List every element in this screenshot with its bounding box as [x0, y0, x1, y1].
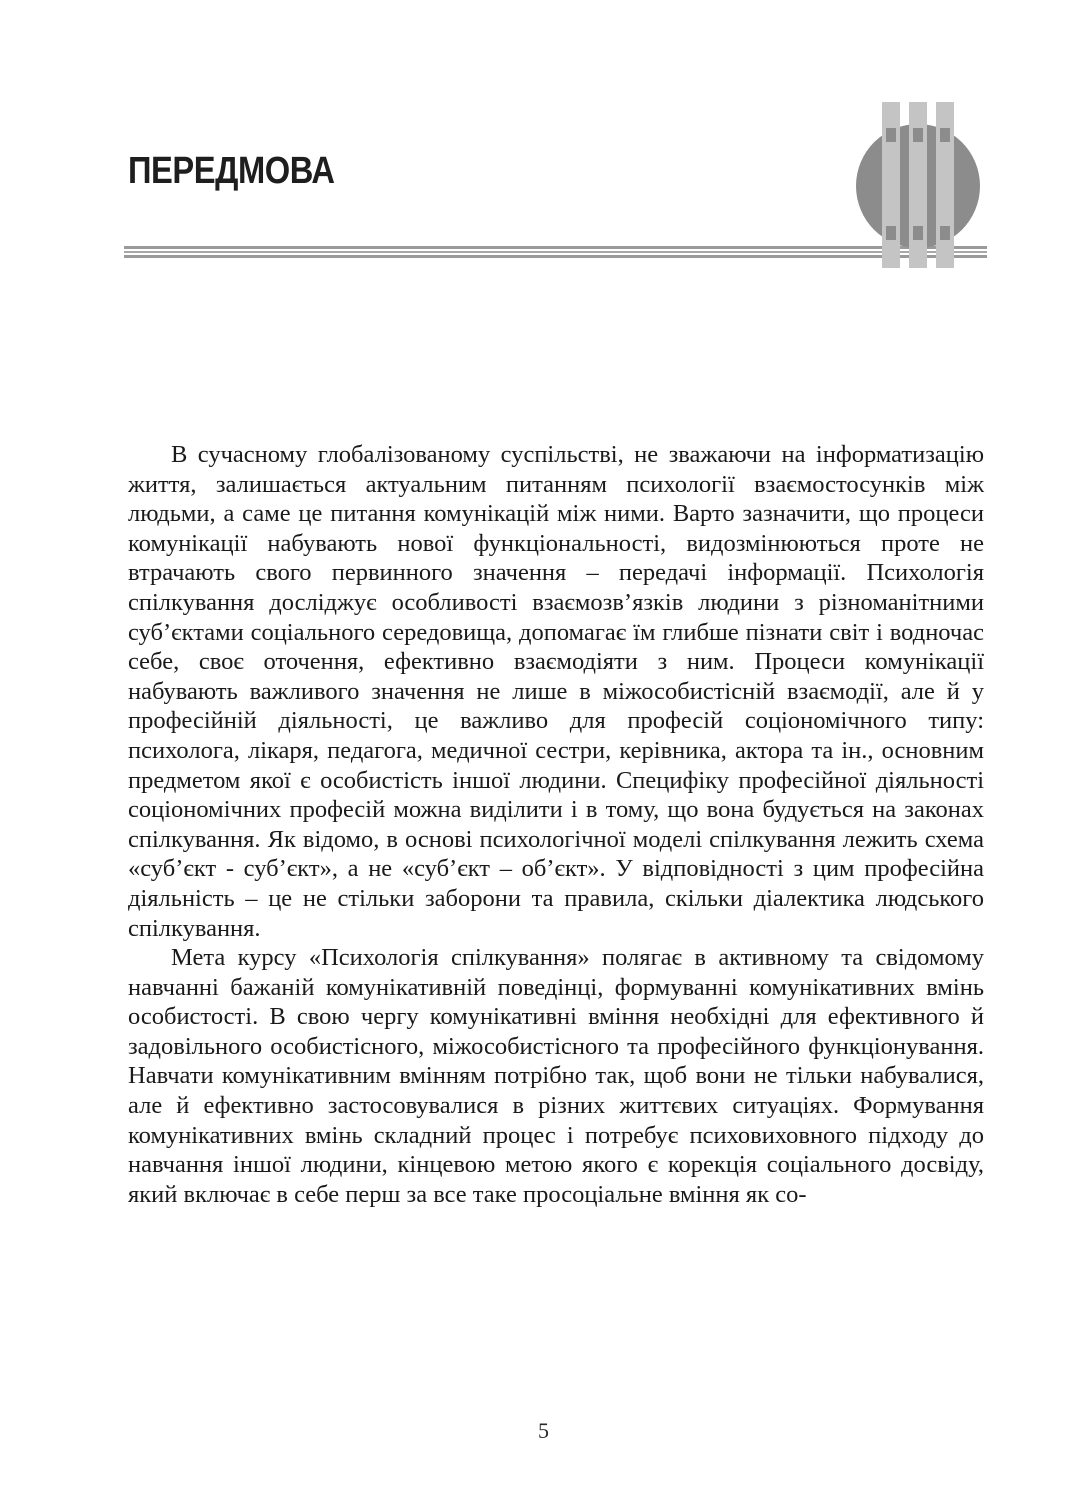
paragraph-1: В сучасному глобалізованому суспільстві, не зважаючи на інформатизацію життя, залишається актуальним питанням психології взаємостосунків між людьми, а саме це питання комунікацій між ними. Варто зазначити, що процеси комунікації набувають нової функціональності, видозмінюються проте не втрачають свого первинного значення – передачі інформації. Психологія спілкування досліджує особливості взаємозв’язків людини з різноманітними суб’єктами соціального середовища, допомагає їм глибше пізнати світ і водночас себе, своє оточення, ефективно взаємодіяти з ним. Процеси комунікації набувають важливого значення не лише в міжособистісній взаємодії, але й у професійній діяльності, це важливо для професій соціономічного типу: психолога, лікаря, педагога, медичної сестри, керівника, актора та ін., основним предметом якої є особистість іншої людини. Специфіку професійної діяльності соціономічних професій можна виділити і в тому, що вона будується на законах спілкування. Як відомо, в основі психологічної моделі спілкування лежить схема «суб’єкт - суб’єкт», а не «суб’єкт – об’єкт». У відповідності з цим професійна діяльність – це не стільки заборони та правила, скільки діалектика людського спілкування. — [128, 441, 984, 942]
emblem-bar-1 — [882, 102, 900, 268]
page-number: 5 — [538, 1418, 549, 1443]
chapter-emblem-icon — [850, 100, 990, 270]
emblem-bar-2 — [909, 102, 927, 268]
emblem-notch-4 — [886, 226, 896, 240]
emblem-notch-5 — [913, 226, 923, 240]
emblem-notch-2 — [913, 128, 923, 142]
emblem-notch-1 — [886, 128, 896, 142]
body-text — [128, 440, 984, 1209]
emblem-notch-6 — [940, 226, 950, 240]
emblem-bar-3 — [936, 102, 954, 268]
emblem-notch-3 — [940, 128, 950, 142]
page-title: ПЕРЕДМОВА — [128, 150, 335, 192]
paragraph-2: Мета курсу «Психологія спілкування» полягає в активному та свідомому навчанні бажаній комунікативній поведінці, формуванні комунікативних вмінь особистості. В свою чергу комунікативні вміння необхідні для ефективного й задовільного особистісного, міжособистісного та професійного функціонування. Навчати комунікативним вмінням потрібно так, щоб вони не тільки набувалися, але й ефективно застосовувалися в різних життєвих ситуаціях. Формування комунікативних вмінь складний процес і потребує психовиховного підходу до навчання іншої людини, кінцевою метою якого є корекція соціального досвіду, який включає в себе перш за все таке просоціальне вміння як со- — [128, 944, 984, 1208]
